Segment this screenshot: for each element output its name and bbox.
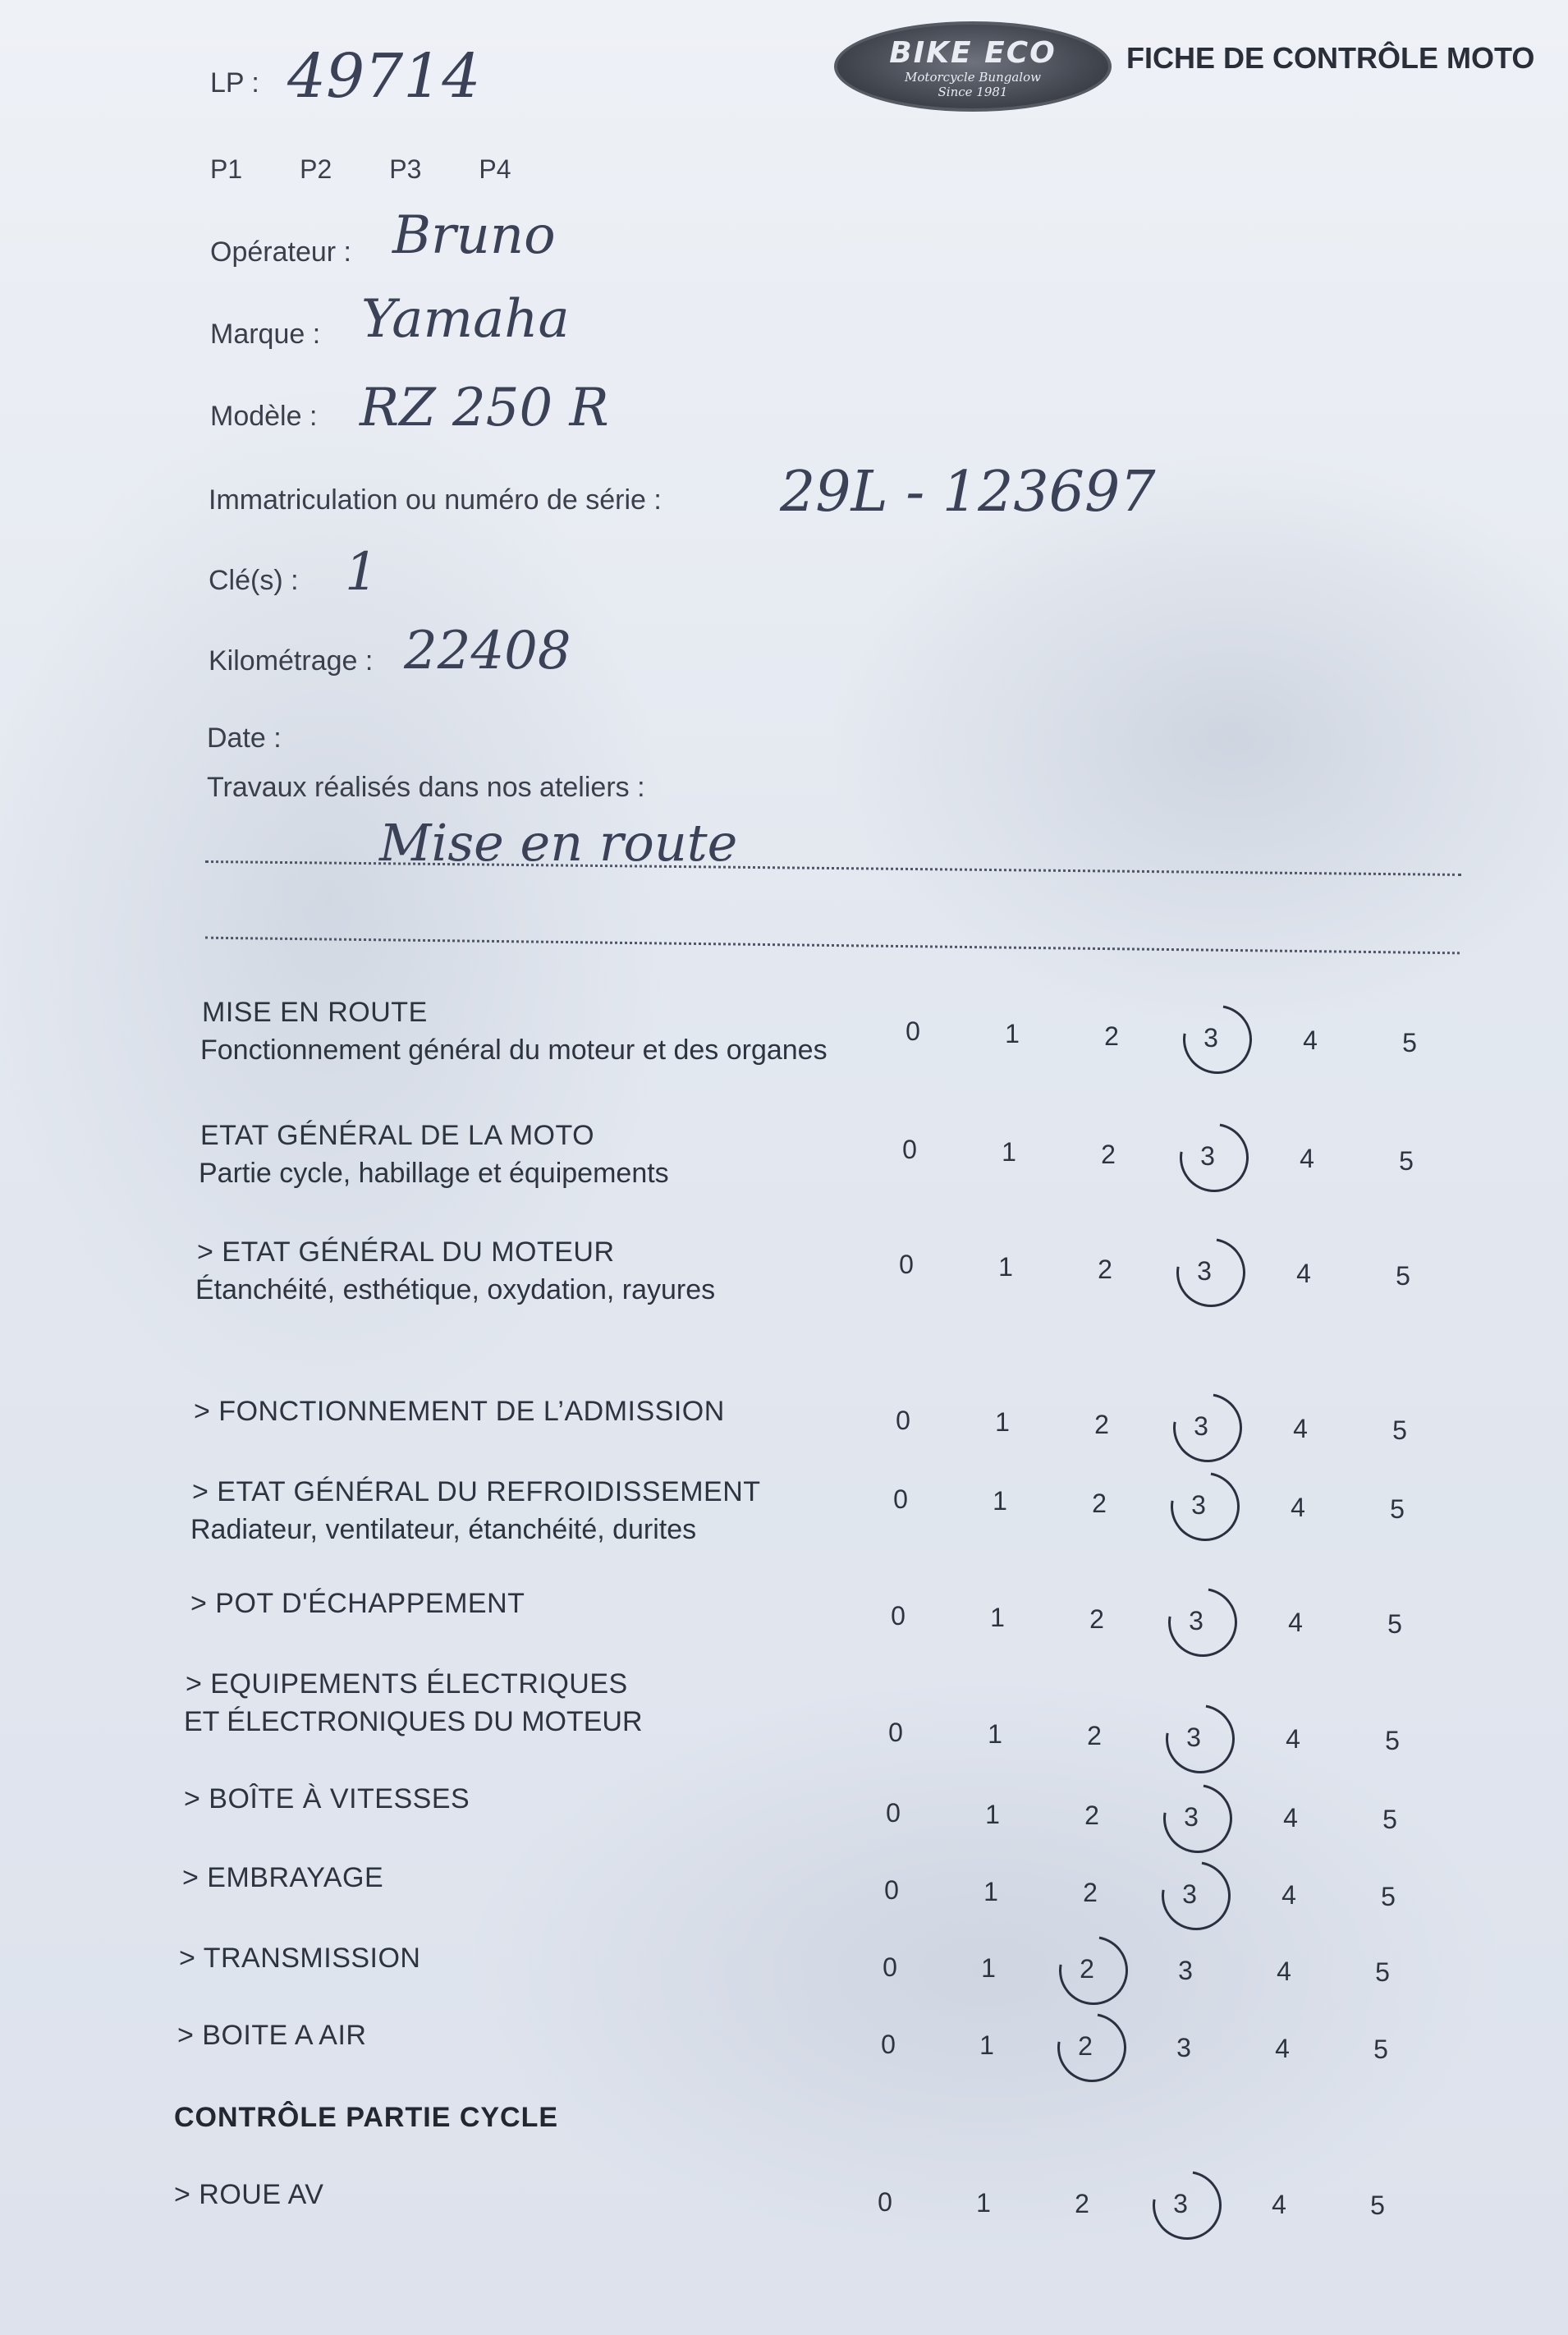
rating-option-1[interactable]: 1 [985,1799,1000,1829]
rating-option-5[interactable]: 5 [1390,1494,1405,1524]
row-title: > BOÎTE À VITESSES [184,1783,470,1814]
brand-value[interactable]: Yamaha [361,289,570,350]
model-value[interactable]: RZ 250 R [360,378,609,438]
rating-option-3[interactable]: 3 [1189,1606,1204,1635]
rating-option-2[interactable]: 2 [1101,1139,1116,1169]
rating-option-3[interactable]: 3 [1176,2032,1191,2062]
selected-rating-circle [1150,1770,1246,1866]
rating-option-5[interactable]: 5 [1387,1609,1402,1639]
rating-option-3[interactable]: 3 [1173,2189,1188,2219]
row-title: > POT D'ÉCHAPPEMENT [190,1588,525,1619]
brand-label: Marque : [210,319,321,350]
rating-option-0[interactable]: 0 [896,1406,910,1435]
section-title-cycle: CONTRÔLE PARTIE CYCLE [174,2102,559,2133]
row-subtitle: Partie cycle, habillage et équipements [199,1158,669,1189]
row-title: > EQUIPEMENTS ÉLECTRIQUES [186,1668,628,1700]
lp-value[interactable]: 49714 [287,41,481,112]
rating-option-2[interactable]: 2 [1078,2031,1093,2062]
page-title: FICHE DE CONTRÔLE MOTO [1126,41,1535,75]
rating-option-2[interactable]: 2 [1092,1488,1107,1518]
selected-rating-circle [1167,1110,1263,1206]
rating-option-4[interactable]: 4 [1300,1144,1314,1174]
rating-option-3[interactable]: 3 [1186,1723,1201,1752]
rating-option-3[interactable]: 3 [1182,1879,1197,1909]
rating-option-3[interactable]: 3 [1191,1490,1206,1521]
rating-option-2[interactable]: 2 [1094,1409,1109,1439]
rating-option-0[interactable]: 0 [881,2030,896,2059]
rating-option-5[interactable]: 5 [1392,1415,1407,1445]
row-title: > FONCTIONNEMENT DE L’ADMISSION [194,1396,725,1427]
rating-option-2[interactable]: 2 [1084,1801,1099,1831]
position-option[interactable]: P1 [210,154,243,184]
works-value[interactable]: Mise en route [379,813,738,873]
works-label: Travaux réalisés dans nos ateliers : [207,772,645,803]
rating-option-3[interactable]: 3 [1194,1411,1208,1442]
rating-option-1[interactable]: 1 [983,1876,998,1906]
row-subtitle: Radiateur, ventilateur, étanchéité, durites [190,1514,697,1545]
rating-option-5[interactable]: 5 [1370,2190,1385,2220]
rating-option-5[interactable]: 5 [1381,1882,1396,1911]
rating-option-2[interactable]: 2 [1089,1604,1104,1634]
rating-option-1[interactable]: 1 [1002,1136,1016,1167]
rating-option-0[interactable]: 0 [878,2187,892,2217]
rating-option-4[interactable]: 4 [1303,1025,1318,1056]
operator-value[interactable]: Bruno [392,205,556,266]
rating-option-4[interactable]: 4 [1286,1724,1300,1754]
position-option[interactable]: P2 [300,154,332,184]
selected-rating-circle [1046,1923,1142,2019]
rating-option-1[interactable]: 1 [998,1251,1013,1282]
rating-option-2[interactable]: 2 [1083,1878,1098,1908]
row-title: > BOITE A AIR [177,2020,367,2051]
keys-label: Clé(s) : [209,565,299,596]
rating-option-3[interactable]: 3 [1204,1023,1218,1053]
rating-option-1[interactable]: 1 [993,1486,1007,1516]
row-title: > TRANSMISSION [179,1943,421,1974]
selected-rating-circle [1158,1459,1254,1555]
rating-option-0[interactable]: 0 [888,1718,903,1747]
row-title: > EMBRAYAGE [182,1862,384,1893]
rating-option-0[interactable]: 0 [899,1250,914,1279]
rating-option-1[interactable]: 1 [995,1407,1010,1438]
rating-option-4[interactable]: 4 [1291,1492,1305,1522]
logo-since: Since 1981 [938,85,1008,99]
serial-label: Immatriculation ou numéro de série : [209,484,662,516]
bike-eco-logo [834,21,1112,112]
position-option[interactable]: P4 [479,154,511,184]
row-subtitle: ET ÉLECTRONIQUES DU MOTEUR [184,1706,643,1737]
rating-option-5[interactable]: 5 [1396,1261,1410,1291]
position-option[interactable]: P3 [389,154,422,184]
rating-option-4[interactable]: 4 [1281,1880,1296,1911]
rating-option-0[interactable]: 0 [884,1875,899,1905]
selected-rating-circle [1153,1691,1249,1787]
rating-option-4[interactable]: 4 [1272,2190,1286,2220]
rating-option-0[interactable]: 0 [902,1135,917,1164]
keys-value[interactable]: 1 [345,542,378,603]
rating-option-2[interactable]: 2 [1104,1021,1119,1051]
rating-option-4[interactable]: 4 [1293,1413,1308,1443]
rating-option-3[interactable]: 3 [1200,1141,1215,1172]
rating-option-2[interactable]: 2 [1098,1254,1112,1284]
selected-rating-circle [1160,1380,1256,1476]
rating-option-1[interactable]: 1 [976,2187,991,2218]
rating-option-1[interactable]: 1 [981,1953,996,1984]
row-title: MISE EN ROUTE [202,997,428,1028]
row-title: > ETAT GÉNÉRAL DU REFROIDISSEMENT [192,1476,761,1507]
rating-option-3[interactable]: 3 [1178,1955,1193,1985]
logo-subtitle: Motorcycle Bungalow [905,70,1041,85]
rating-option-0[interactable]: 0 [905,1016,920,1046]
rating-option-5[interactable]: 5 [1375,1957,1390,1987]
operator-label: Opérateur : [210,236,351,268]
logo-text: BIKE ECO [889,36,1057,70]
rating-option-2[interactable]: 2 [1080,1954,1094,1984]
selected-rating-circle [1163,1225,1259,1321]
rating-option-1[interactable]: 1 [1005,1018,1020,1048]
selected-rating-circle [1139,2158,1236,2254]
rating-option-3[interactable]: 3 [1184,1801,1199,1832]
works-line-2 [205,937,1460,955]
model-label: Modèle : [210,401,318,432]
row-subtitle: Étanchéité, esthétique, oxydation, rayures [195,1274,716,1305]
date-label: Date : [207,723,282,754]
rating-option-5[interactable]: 5 [1382,1805,1397,1834]
serial-value[interactable]: 29L - 123697 [780,460,1156,525]
rating-option-0[interactable]: 0 [893,1484,908,1514]
selected-rating-circle [1170,992,1266,1088]
rating-option-4[interactable]: 4 [1283,1803,1298,1833]
selected-rating-circle [1155,1575,1251,1671]
rating-option-0[interactable]: 0 [883,1952,897,1982]
row-title: > ETAT GÉNÉRAL DU MOTEUR [197,1236,615,1268]
rating-option-5[interactable]: 5 [1402,1028,1417,1057]
position-options [210,154,511,185]
rating-option-5[interactable]: 5 [1385,1726,1400,1755]
rating-option-4[interactable]: 4 [1296,1259,1311,1289]
row-subtitle: Fonctionnement général du moteur et des organes [200,1034,828,1066]
rating-option-2[interactable]: 2 [1087,1721,1102,1750]
row-title: ETAT GÉNÉRAL DE LA MOTO [200,1120,595,1151]
rating-option-5[interactable]: 5 [1399,1146,1414,1176]
rating-option-0[interactable]: 0 [886,1798,901,1828]
selected-rating-circle [1044,2000,1140,2096]
rating-option-4[interactable]: 4 [1288,1608,1303,1637]
rating-option-1[interactable]: 1 [988,1719,1002,1749]
mileage-value[interactable]: 22408 [404,621,571,681]
rating-option-0[interactable]: 0 [891,1601,905,1631]
mileage-label: Kilométrage : [209,645,374,677]
rating-option-4[interactable]: 4 [1277,1956,1291,1986]
row-title: > ROUE AV [174,2179,324,2210]
selected-rating-circle [1148,1847,1245,1943]
rating-option-1[interactable]: 1 [990,1603,1005,1632]
rating-option-3[interactable]: 3 [1197,1256,1212,1287]
rating-option-1[interactable]: 1 [979,2030,994,2061]
rating-option-4[interactable]: 4 [1275,2033,1290,2063]
rating-option-2[interactable]: 2 [1075,2188,1089,2218]
lp-label: LP : [210,67,259,99]
rating-option-5[interactable]: 5 [1373,2035,1388,2064]
